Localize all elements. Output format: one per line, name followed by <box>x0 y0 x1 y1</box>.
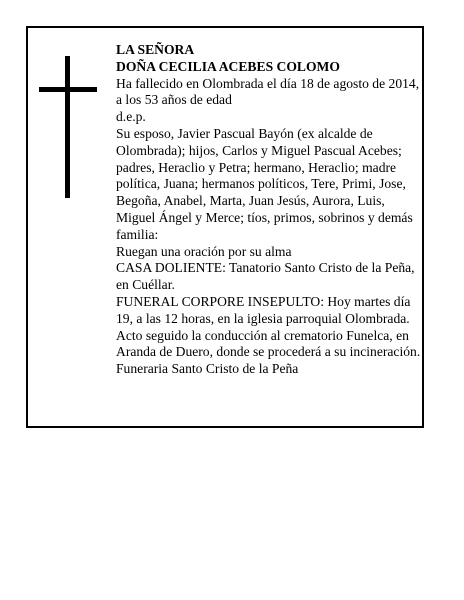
notice-title: LA SEÑORA <box>116 42 195 57</box>
cross-vertical-bar <box>65 56 70 198</box>
deceased-name: DOÑA CECILIA ACEBES COLOMO <box>116 58 340 74</box>
funeral-details: FUNERAL CORPORE INSEPULTO: Hoy martes día 19, a las 12 horas, en la iglesia parroquial Olombrada. Acto seguido la conducción al crematorio Funelca, en Aranda de Duero, donde se procederá a su incineración. <box>116 293 421 360</box>
cross-horizontal-bar <box>39 87 97 92</box>
obituary-notice <box>26 26 424 428</box>
obituary-text <box>116 42 422 378</box>
rip-text: d.e.p. <box>116 109 146 125</box>
prayer-request: Ruegan una oración por su alma <box>116 243 292 259</box>
latin-cross-icon <box>39 56 97 198</box>
funeral-home: Funeraria Santo Cristo de la Peña <box>116 361 299 377</box>
death-info: Ha fallecido en Olombrada el día 18 de agosto de 2014, a los 53 años de edad <box>116 75 420 108</box>
wake-location: CASA DOLIENTE: Tanatorio Santo Cristo de la Peña, en Cuéllar. <box>116 260 415 293</box>
family-list: Su esposo, Javier Pascual Bayón (ex alcalde de Olombrada); hijos, Carlos y Miguel Pascual Acebes; padres, Heraclio y Petra; hermano, Heraclio; madre política, Juana; hermanos políticos, Tere, Primi, Jose, Begoña, Anabel, Marta, Juan Jesús, Aurora, Luis, Miguel Ángel y Merce; tíos, primos, sobrinos y demás familia: <box>116 125 413 242</box>
